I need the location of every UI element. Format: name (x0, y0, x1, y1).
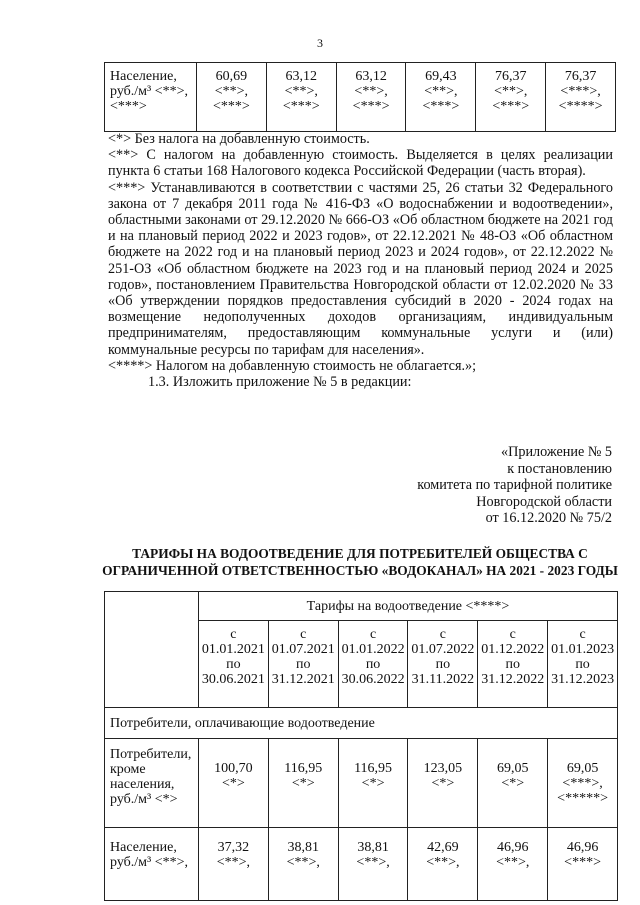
tariff-cell (199, 739, 269, 828)
tariff-note: <****> (558, 99, 603, 114)
row-label-line: <***> (110, 99, 147, 114)
page-number: 3 (317, 36, 323, 50)
tariff-cell (406, 63, 476, 132)
section-title: Потребители, оплачивающие водоотведение (105, 708, 618, 739)
section-row (105, 708, 618, 739)
period-to: 31.12.2023 (551, 672, 615, 687)
tariff-cell (197, 63, 267, 132)
sewerage-tariff-table (104, 591, 618, 901)
tariff-note: <***>, (562, 776, 603, 791)
period-from-prefix: с (369, 627, 377, 642)
appendix-line: «Приложение № 5 (501, 444, 612, 460)
period-cell (408, 621, 478, 708)
tariff-value: 100,70 (214, 761, 253, 776)
tariff-value: 46,96 (496, 840, 529, 855)
appendix-reference (417, 444, 612, 527)
period-to-prefix: по (365, 657, 381, 672)
tariff-note: <**>, (496, 855, 530, 870)
tariff-cell (476, 63, 546, 132)
appendix-line: к постановлению (507, 460, 612, 477)
tariff-note: <***> (282, 99, 320, 114)
row-label-line: руб./м³ <**>, (110, 855, 188, 870)
tariff-cell (548, 828, 618, 901)
footnote-1: <*> Без налога на добавленную стоимость. (108, 131, 370, 147)
row-label (105, 739, 199, 828)
period-cell (199, 621, 269, 708)
tariff-cell (268, 739, 338, 828)
tariffs-header: Тарифы на водоотведение <****> (199, 592, 618, 621)
footnote-2: <**> С налогом на добавленную стоимость. Выделяется в целях реализации пункта 6 статьи 168 Налогового кодекса Российской Федерации (часть вторая). (108, 147, 613, 180)
period-cell (548, 621, 618, 708)
tariff-note: <**>, (424, 84, 458, 99)
tariff-note: <**>, (286, 855, 320, 870)
appendix-line: Новгородской области (476, 493, 612, 510)
period-from-prefix: с (579, 627, 586, 642)
period-from: 01.07.2021 (271, 642, 335, 657)
tariff-cell (199, 828, 269, 901)
tariff-cell (408, 739, 478, 828)
tariff-value: 116,95 (284, 761, 323, 776)
item-1-3: 1.3. Изложить приложение № 5 в редакции: (148, 374, 412, 391)
tariff-note: <**>, (214, 84, 249, 99)
tariff-value: 38,81 (287, 840, 319, 855)
tariff-note: <**>, (426, 855, 460, 870)
tariff-note: <***> (352, 99, 390, 114)
tariff-cell (408, 828, 478, 901)
tariff-cell (268, 828, 338, 901)
table-row (105, 63, 616, 132)
period-from-prefix: с (439, 627, 446, 642)
footnote-3: <***> Устанавливаются в соответствии с частями 25, 26 статьи 32 Федерального закона от 7 декабря 2011 года № 416-ФЗ «О водоснабжении и водоотведении», областными законами от 29.12.2020 № 666-ОЗ «Об областном бюджете на 2021 год и на плановый период 2022 и 2023 годов», от 22.12.2021 № 48-ОЗ «Об областном бюджете на 2022 год и на плановый период 2023 и 2024 годов», от 22.12.2022 № 251-ОЗ «Об областном бюджете на 2023 год и на плановый период 2024 и 2025 годов», постановлением Правительства Новгородской области от 12.02.2020 № 33 «Об утверждении порядков предоставления субсидий в 2020 - 2024 годах на возмещение недополученных доходов организациям, индивидуальным предпринимателям, предоставляющим коммунальные услуги и (или) коммунальные ресурсы по тарифам для населения». (108, 179, 613, 358)
row-label (105, 828, 199, 901)
period-from: 01.01.2022 (341, 642, 405, 657)
footnotes (108, 131, 613, 390)
row-label-line: руб./м³ <*> (110, 792, 178, 807)
period-to: 30.06.2021 (201, 672, 265, 687)
tariff-value: 37,32 (217, 840, 250, 855)
tariff-value: 42,69 (427, 840, 459, 855)
top-tariff-table (104, 62, 616, 132)
period-from: 01.12.2022 (481, 642, 545, 657)
tariff-value: 69,05 (566, 761, 599, 776)
period-to-prefix: по (575, 657, 590, 672)
tariff-note: <***>, (560, 84, 601, 99)
appendix-line: от 16.12.2020 № 75/2 (485, 510, 612, 526)
period-from-prefix: с (509, 627, 516, 642)
period-cell (478, 621, 548, 708)
period-to-prefix: по (435, 657, 451, 672)
table-row (105, 828, 618, 901)
tariff-value: 63,12 (285, 69, 317, 84)
tariff-value: 63,12 (355, 69, 387, 84)
period-to: 31.11.2022 (411, 672, 475, 687)
tariff-note: <***> (422, 99, 460, 114)
tariff-note: <*> (431, 776, 455, 791)
table-row (105, 739, 618, 828)
period-cell (338, 621, 408, 708)
period-to: 30.06.2022 (341, 672, 405, 687)
tariff-note: <*> (222, 776, 245, 791)
period-to-prefix: по (505, 657, 520, 672)
heading-line: ОГРАНИЧЕННОЙ ОТВЕТСТВЕННОСТЬЮ «ВОДОКАНАЛ» НА 2021 - 2023 ГОДЫ (102, 563, 618, 578)
tariff-note: <**>, (354, 84, 388, 99)
period-to: 31.12.2022 (481, 672, 545, 687)
tariff-note: <**>, (216, 855, 251, 870)
tariff-value: 69,05 (496, 761, 529, 776)
table-header-row (105, 592, 618, 621)
row-label-line: Население, (110, 840, 177, 855)
tariff-cell (336, 63, 406, 132)
tariff-value: 76,37 (494, 69, 527, 84)
tariff-value: 38,81 (357, 840, 389, 855)
tariff-cell (548, 739, 618, 828)
period-from: 01.01.2023 (551, 642, 615, 657)
tariff-note: <***> (564, 855, 601, 870)
document-heading (100, 545, 620, 579)
row-label-line: Население, (110, 69, 177, 84)
tariff-cell (338, 828, 408, 901)
period-to-prefix: по (226, 657, 241, 672)
tariff-cell (478, 828, 548, 901)
appendix-line: комитета по тарифной политике (417, 477, 612, 493)
heading-line: ТАРИФЫ НА ВОДООТВЕДЕНИЕ ДЛЯ ПОТРЕБИТЕЛЕЙ ОБЩЕСТВА С (132, 546, 588, 561)
tariff-cell (478, 739, 548, 828)
tariff-note: <***> (213, 99, 250, 114)
row-label-line: кроме (110, 762, 146, 777)
tariff-note: <*****> (557, 791, 608, 806)
tariff-cell (266, 63, 336, 132)
tariff-value: 116,95 (354, 761, 393, 776)
tariff-note: <*> (501, 776, 525, 791)
footnote-4: <****> Налогом на добавленную стоимость не облагается.»; (108, 357, 477, 374)
tariff-value: 60,69 (215, 69, 248, 84)
tariff-cell (338, 739, 408, 828)
tariff-note: <**>, (494, 84, 528, 99)
period-to: 31.12.2021 (271, 672, 335, 687)
tariff-note: <***> (492, 99, 530, 114)
row-label-line: руб./м³ <**>, (110, 84, 188, 99)
empty-corner-cell (105, 592, 199, 708)
tariff-note: <**>, (284, 84, 318, 99)
tariff-value: 46,96 (566, 840, 599, 855)
tariff-value: 123,05 (423, 761, 463, 776)
period-from-prefix: с (230, 627, 237, 642)
period-from: 01.07.2022 (411, 642, 475, 657)
tariff-cell (546, 63, 616, 132)
tariff-value: 76,37 (564, 69, 597, 84)
tariff-note: <*> (291, 776, 315, 791)
tariff-value: 69,43 (425, 69, 457, 84)
tariff-note: <**>, (356, 855, 390, 870)
period-from: 01.01.2021 (201, 642, 265, 657)
period-from-prefix: с (300, 627, 307, 642)
tariff-note: <*> (361, 776, 385, 791)
row-label (105, 63, 197, 132)
row-label-line: Потребители, (110, 747, 192, 762)
period-cell (268, 621, 338, 708)
row-label-line: населения, (110, 777, 175, 792)
period-to-prefix: по (295, 657, 311, 672)
